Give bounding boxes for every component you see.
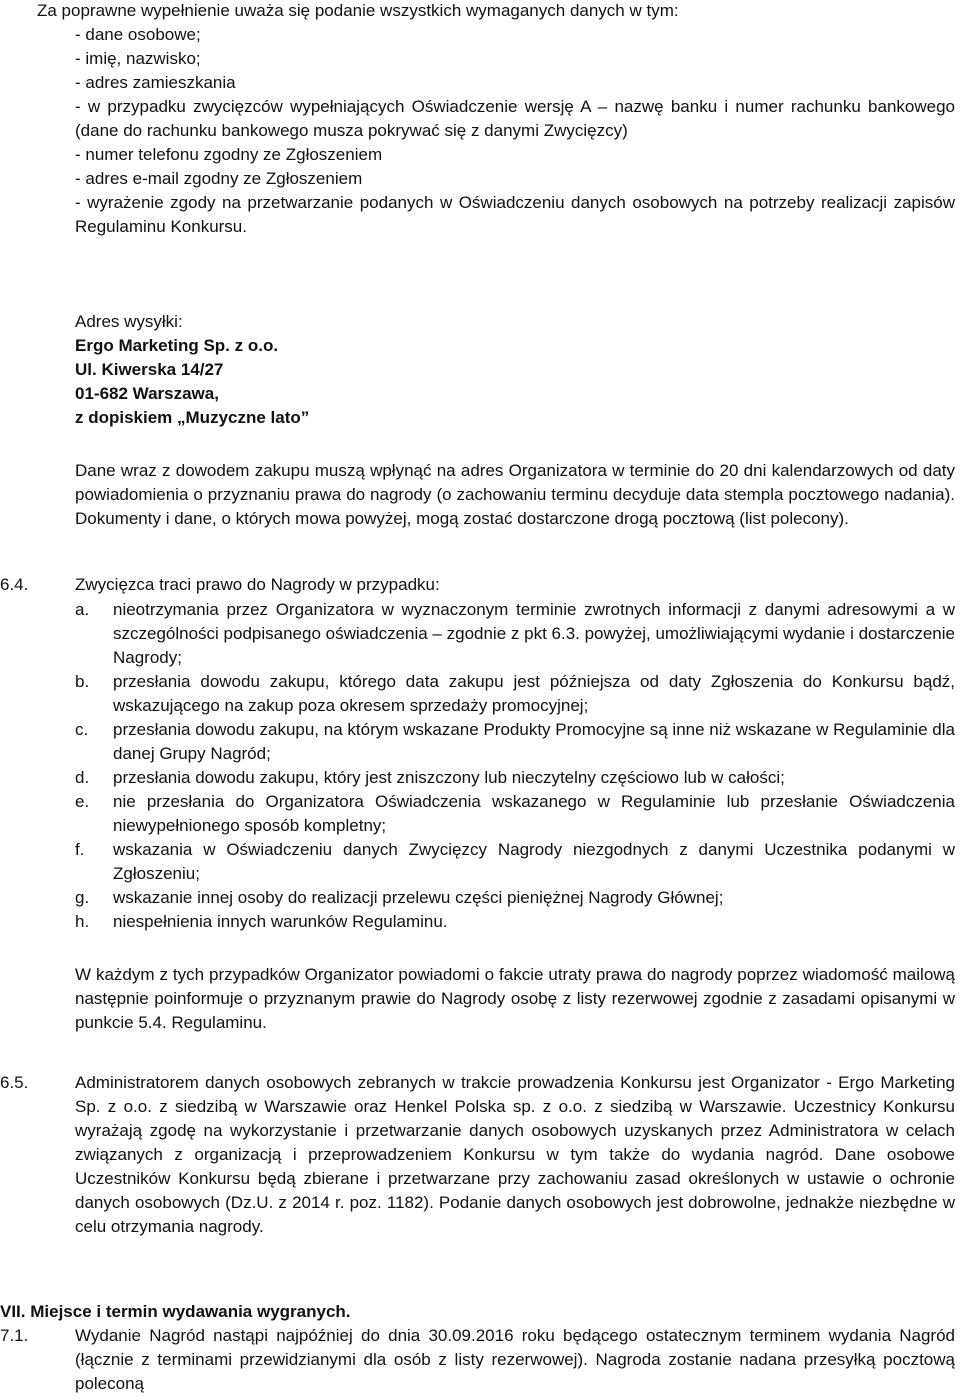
shipping-address xyxy=(75,310,955,430)
requirement-item: - adres zamieszkania xyxy=(75,73,236,92)
requirement-item: - imię, nazwisko; xyxy=(75,49,201,68)
address-company: Ergo Marketing Sp. z o.o. xyxy=(75,336,279,355)
list-item xyxy=(75,670,955,718)
list-letter: h. xyxy=(75,912,90,931)
list-text: nie przesłania do Organizatora Oświadczenia wskazanego w Regulaminie lub przesłanie Oświadczenia niewypełnionego sposób kompletny; xyxy=(113,792,955,835)
section-number: 7.1. xyxy=(0,1326,29,1345)
list-letter: d. xyxy=(75,768,90,787)
list-item xyxy=(75,910,955,934)
list-text: niespełnienia innych warunków Regulaminu. xyxy=(113,912,448,931)
list-letter: e. xyxy=(75,792,90,811)
list-letter: c. xyxy=(75,720,89,739)
list-text: nieotrzymania przez Organizatora w wyznaczonym terminie zwrotnych informacji z danymi adresowymi a w szczególności podpisanego oświadczenia – zgodnie z pkt 6.3. powyżej, umożliwiającymi wydanie i dostarczenie Nagrody; xyxy=(113,600,955,667)
list-text: wskazanie innej osoby do realizacji przelewu części pieniężnej Nagrody Głównej; xyxy=(113,888,724,907)
intro-lead: Za poprawne wypełnienie uważa się podanie wszystkich wymaganych danych w tym: xyxy=(37,1,679,20)
delivery-paragraph: Dane wraz z dowodem zakupu muszą wpłynąć na adres Organizatora w terminie do 20 dni kalendarzowych od daty powiadomienia o przyznaniu prawa do nagrody (o zachowaniu terminu decyduje data stempla pocztowego nadania). Dokumenty i dane, o których mowa powyżej, mogą zostać dostarczone drogą pocztową (list polecony). xyxy=(75,461,955,528)
address-heading: Adres wysyłki: xyxy=(75,312,183,331)
requirement-item: - w przypadku zwycięzców wypełniających Oświadczenie wersję A – nazwę banku i numer rachunku bankowego (dane do rachunku bankowego musza pokrywać się z danymi Zwycięzcy) xyxy=(75,97,955,140)
list-text: przesłania dowodu zakupu, na którym wskazane Produkty Promocyjne są inne niż wskazane w Regulaminie dla danej Grupy Nagród; xyxy=(113,720,955,763)
list-item xyxy=(75,766,955,790)
requirement-item: - wyrażenie zgody na przetwarzanie podanych w Oświadczeniu danych osobowych na potrzeby realizacji zapisów Regulaminu Konkursu. xyxy=(75,193,955,236)
list-item xyxy=(75,838,955,886)
section-heading: VII. Miejsce i termin wydawania wygranych. xyxy=(0,1302,351,1321)
list-item xyxy=(75,598,955,670)
requirement-item: - dane osobowe; xyxy=(75,25,201,44)
section-title: Zwycięzca traci prawo do Nagrody w przypadku: xyxy=(75,575,440,594)
list-item xyxy=(75,718,955,766)
required-data-section xyxy=(37,0,955,239)
section-number: 6.4. xyxy=(0,575,29,594)
list-item xyxy=(75,886,955,910)
notification-paragraph: W każdym z tych przypadków Organizator powiadomi o fakcie utraty prawa do nagrody poprzez wiadomość mailową następnie poinformuje o przyznanym prawie do Nagrody osobę z listy rezerwowej zgodnie z zasadami opisanymi w punkcie 5.4. Regulaminu. xyxy=(75,965,955,1032)
address-note: z dopiskiem „Muzyczne lato” xyxy=(75,408,310,427)
list-text: przesłania dowodu zakupu, który jest zniszczony lub nieczytelny częściowo lub w całości; xyxy=(113,768,785,787)
list-letter: b. xyxy=(75,672,90,691)
list-letter: f. xyxy=(75,840,85,859)
section-text: Wydanie Nagród nastąpi najpóźniej do dnia 30.09.2016 roku będącego ostatecznym terminem wydania Nagród (łącznie z terminami przewidzianymi dla osób z listy rezerwowej). Nagroda zostanie nadana przesyłką pocztową poleconą xyxy=(75,1326,955,1393)
list-item xyxy=(75,790,955,838)
requirement-item: - adres e-mail zgodny ze Zgłoszeniem xyxy=(75,169,363,188)
address-street: Ul. Kiwerska 14/27 xyxy=(75,360,224,379)
section-text: Administratorem danych osobowych zebranych w trakcie prowadzenia Konkursu jest Organizator - Ergo Marketing Sp. z o.o. z siedzibą w Warszawie oraz Henkel Polska sp. z o.o. z siedzibą w Warszawie. Uczestnicy Konkursu wyrażają zgodę na wykorzystanie i przetwarzanie danych osobowych uzyskanych przez Administratora w celach związanych z organizacją i przeprowadzeniem Konkursu w tym także do wydania nagród. Dane osobowe Uczestników Konkursu będą zbierane i przetwarzane przy zachowaniu zasad określonych w ustawie o ochronie danych osobowych (Dz.U. z 2014 r. poz. 1182). Podanie danych osobowych jest dobrowolne, jednakże niezbędne w celu otrzymania nagrody. xyxy=(75,1073,955,1236)
address-city: 01-682 Warszawa, xyxy=(75,384,219,403)
list-text: przesłania dowodu zakupu, którego data zakupu jest późniejsza od daty Zgłoszenia do Konkursu bądź, wskazującego na zakup poza okresem sprzedaży promocyjnej; xyxy=(113,672,955,715)
list-letter: a. xyxy=(75,600,90,619)
list-letter: g. xyxy=(75,888,90,907)
forfeit-conditions-list xyxy=(75,598,955,934)
requirement-item: - numer telefonu zgodny ze Zgłoszeniem xyxy=(75,145,383,164)
list-text: wskazania w Oświadczeniu danych Zwycięzcy Nagrody niezgodnych z danymi Uczestnika podanymi w Zgłoszeniu; xyxy=(113,840,955,883)
section-number: 6.5. xyxy=(0,1073,29,1092)
